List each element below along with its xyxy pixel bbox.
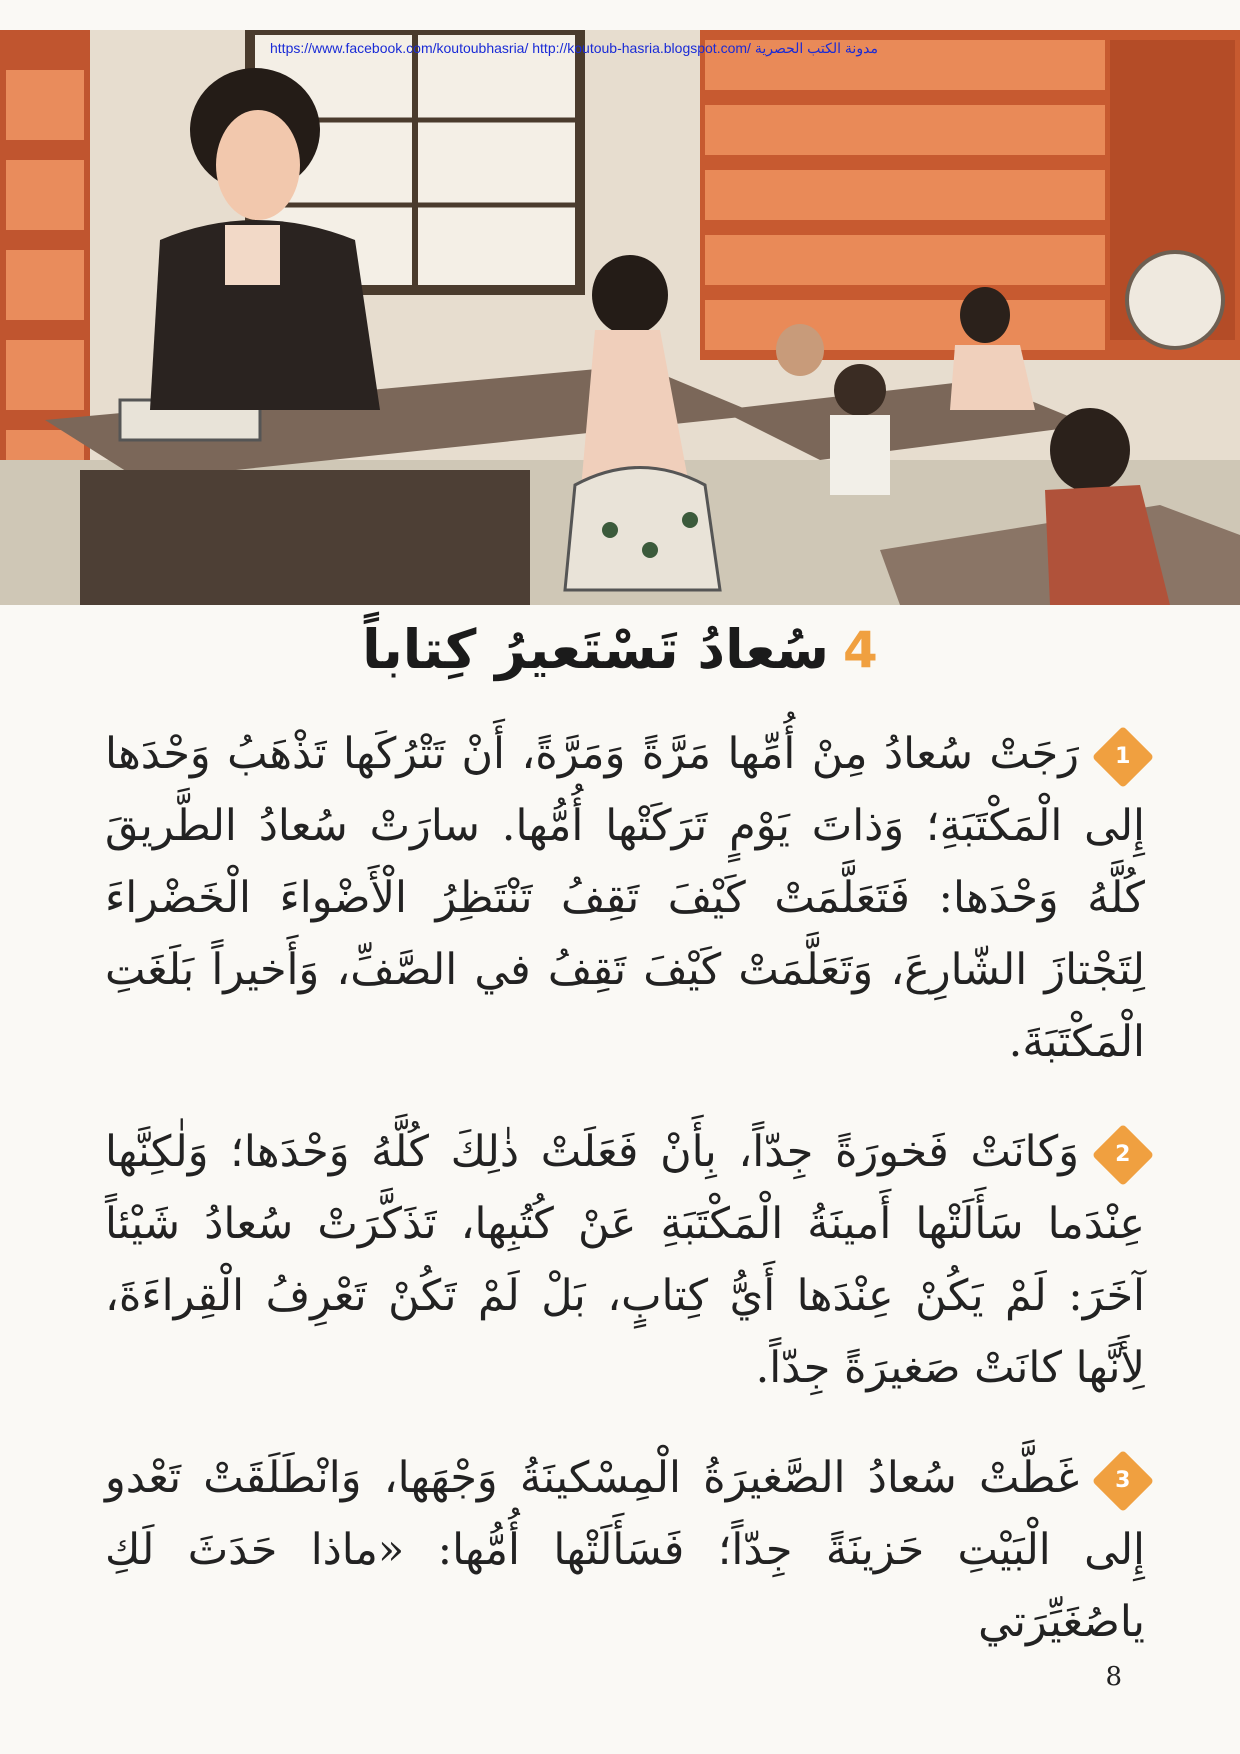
lesson-title: سُعادُ تَسْتَعيرُ كِتاباً — [362, 618, 830, 681]
paragraph-2 — [105, 1116, 1145, 1404]
page-number: 8 — [1105, 1662, 1122, 1692]
paragraph-text: وَكانَتْ فَخورَةً جِدّاً، بِأَنْ فَعَلَتْ ذٰلِكَ كُلَّهُ وَحْدَها؛ وَلٰكِنَّها عِنْدَما سَأَلَتْها أَمينَةُ الْمَكْتَبَةِ عَنْ كُتُبِها، تَذَكَّرَتْ سُعادُ شَيْئاً آخَرَ: لَمْ يَكُنْ عِنْدَها أَيُّ كِتابٍ، بَلْ لَمْ تَكُنْ تَعْرِفُ الْقِراءَةَ، لِأَنَّها كانَتْ صَغيرَةً جِدّاً. — [105, 1127, 1145, 1393]
library-illustration — [0, 30, 1240, 605]
paragraph-3 — [105, 1442, 1145, 1658]
lesson-title-group — [362, 618, 878, 681]
lesson-text — [105, 718, 1145, 1696]
lesson-number: 4 — [843, 620, 878, 679]
paragraph-number-badge: 3 — [1092, 1450, 1154, 1512]
paragraph-number-badge: 1 — [1092, 726, 1154, 788]
paragraph-text: رَجَتْ سُعادُ مِنْ أُمِّها مَرَّةً وَمَرَّةً، أَنْ تَتْرُكَها تَذْهَبُ وَحْدَها إِلى الْمَكْتَبَةِ؛ وَذاتَ يَوْمٍ تَرَكَتْها أُمُّها. سارَتْ سُعادُ الطَّريقَ كُلَّهُ وَحْدَها: فَتَعَلَّمَتْ كَيْفَ تَقِفُ تَنْتَظِرُ الْأَضْواءَ الْخَضْراءَ لِتَجْتازَ الشّارِعَ، وَتَعَلَّمَتْ كَيْفَ تَقِفُ في الصَّفِّ، وَأَخيراً بَلَغَتِ الْمَكْتَبَةَ. — [105, 729, 1145, 1067]
paragraph-number-badge: 2 — [1092, 1124, 1154, 1186]
lesson-header — [0, 618, 1240, 681]
paragraph-text: غَطَّتْ سُعادُ الصَّغيرَةُ الْمِسْكينَةُ وَجْهَها، وَانْطَلَقَتْ تَعْدو إِلى الْبَيْتِ حَزينَةً جِدّاً؛ فَسَأَلَتْها أُمُّها: «ماذا حَدَثَ لَكِ ياصُغَيِّرَتي — [105, 1453, 1145, 1647]
watermark-text: https://www.facebook.com/koutoubhasria/ http://koutoub-hasria.blogspot.com/ مدونة الكتب الحصرية — [270, 40, 878, 56]
paragraph-1 — [105, 718, 1145, 1078]
library-scene-image — [0, 30, 1240, 605]
